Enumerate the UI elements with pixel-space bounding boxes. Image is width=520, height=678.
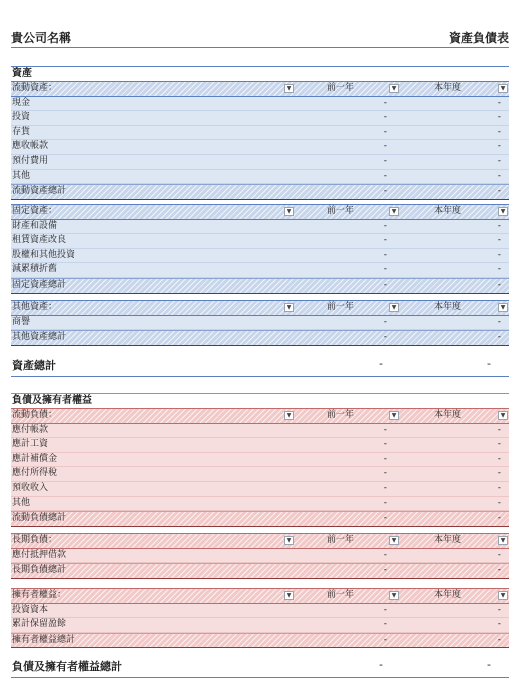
- table-row: [11, 604, 509, 619]
- filter-dropdown-button[interactable]: ▼: [498, 84, 508, 93]
- subtotal-current-year[interactable]: -: [497, 279, 501, 290]
- filter-dropdown-button[interactable]: ▼: [284, 536, 294, 545]
- filter-dropdown-button[interactable]: ▼: [284, 411, 294, 420]
- table-row: [11, 234, 509, 249]
- filter-dropdown-button[interactable]: ▼: [498, 303, 508, 312]
- other-assets-table: [11, 300, 509, 346]
- report-header: [11, 27, 509, 48]
- prior-year-value[interactable]: -: [383, 424, 387, 435]
- company-name[interactable]: 貴公司名稱: [11, 31, 72, 45]
- header-current-year[interactable]: 本年度 ▼: [400, 589, 509, 603]
- subtotal-row: [11, 330, 509, 346]
- table-row: [11, 170, 509, 185]
- total-liabilities-equity-current-year[interactable]: -: [487, 658, 491, 671]
- subtotal-row: [11, 563, 509, 579]
- prior-year-value[interactable]: -: [383, 316, 387, 327]
- subtotal-row: [11, 278, 509, 294]
- row-label[interactable]: 投資資本: [12, 604, 49, 615]
- row-label[interactable]: 累計保留盈餘: [12, 619, 67, 630]
- header-label[interactable]: 其他資產： ▼: [11, 301, 295, 315]
- row-label[interactable]: 減累積折舊: [12, 264, 58, 275]
- subtotal-prior-year[interactable]: -: [383, 513, 387, 524]
- header-current-year[interactable]: 本年度 ▼: [400, 82, 509, 96]
- total-assets-current-year[interactable]: -: [487, 357, 491, 370]
- filter-dropdown-button[interactable]: ▼: [389, 207, 399, 216]
- subtotal-row: [11, 511, 509, 527]
- header-prior-year[interactable]: 前一年 ▼: [295, 82, 400, 96]
- subtotal-label[interactable]: 長期負債總計: [12, 565, 67, 576]
- subtotal-current-year[interactable]: -: [497, 634, 501, 645]
- prior-year-value[interactable]: -: [383, 453, 387, 464]
- filter-dropdown-button[interactable]: ▼: [284, 303, 294, 312]
- prior-year-value[interactable]: -: [383, 264, 387, 275]
- header-current-year[interactable]: 本年度 ▼: [400, 409, 509, 423]
- row-label[interactable]: 投資: [12, 112, 31, 123]
- row-label[interactable]: 其他: [12, 170, 31, 181]
- prior-year-value[interactable]: -: [383, 439, 387, 450]
- filter-dropdown-button[interactable]: ▼: [284, 591, 294, 600]
- subtotal-current-year[interactable]: -: [497, 186, 501, 197]
- subtotal-label[interactable]: 流動資產總計: [12, 186, 67, 197]
- row-label[interactable]: 預付費用: [12, 155, 49, 166]
- prior-year-value[interactable]: -: [383, 549, 387, 560]
- total-liabilities-equity-label[interactable]: 負債及擁有者權益總計: [12, 660, 122, 673]
- row-label[interactable]: 租賃資產改良: [12, 235, 67, 246]
- subtotal-label[interactable]: 固定資產總計: [12, 279, 67, 290]
- filter-dropdown-button[interactable]: ▼: [389, 303, 399, 312]
- table-row: [11, 111, 509, 126]
- table-row: [11, 155, 509, 170]
- table-row: [11, 316, 509, 331]
- prior-year-value[interactable]: -: [383, 220, 387, 231]
- prior-year-value[interactable]: -: [383, 97, 387, 108]
- total-assets-row: [11, 354, 509, 377]
- header-prior-year[interactable]: 前一年 ▼: [295, 409, 400, 423]
- assets-section-title[interactable]: 資產: [11, 66, 509, 80]
- filter-dropdown-button[interactable]: ▼: [498, 591, 508, 600]
- total-assets-prior-year[interactable]: -: [379, 357, 383, 370]
- header-prior-year[interactable]: 前一年 ▼: [295, 589, 400, 603]
- current-year-value[interactable]: -: [497, 439, 501, 450]
- header-label[interactable]: 長期負債： ▼: [11, 534, 295, 548]
- table-row: [11, 140, 509, 155]
- filter-dropdown-button[interactable]: ▼: [284, 207, 294, 216]
- subtotal-prior-year[interactable]: -: [383, 279, 387, 290]
- owner-equity-table: [11, 588, 509, 648]
- current-liabilities-table: [11, 408, 509, 527]
- table-header-row: [11, 408, 509, 424]
- current-year-value[interactable]: -: [497, 424, 501, 435]
- prior-year-value[interactable]: -: [383, 126, 387, 137]
- table-header-row: [11, 588, 509, 604]
- current-year-value[interactable]: -: [497, 316, 501, 327]
- row-label[interactable]: 應付帳款: [12, 424, 49, 435]
- row-label[interactable]: 股權和其他投資: [12, 249, 76, 260]
- subtotal-label[interactable]: 擁有者權益總計: [12, 634, 76, 645]
- row-label[interactable]: 財產和設備: [12, 220, 58, 231]
- total-liabilities-equity-prior-year[interactable]: -: [379, 658, 383, 671]
- filter-dropdown-button[interactable]: ▼: [498, 411, 508, 420]
- subtotal-prior-year[interactable]: -: [383, 186, 387, 197]
- header-label[interactable]: 固定資產： ▼: [11, 205, 295, 219]
- prior-year-value[interactable]: -: [383, 249, 387, 260]
- current-year-value[interactable]: -: [497, 155, 501, 166]
- table-row: [11, 467, 509, 482]
- subtotal-current-year[interactable]: -: [497, 513, 501, 524]
- current-year-value[interactable]: -: [497, 249, 501, 260]
- subtotal-row: [11, 184, 509, 200]
- header-label[interactable]: 擁有者權益： ▼: [11, 589, 295, 603]
- table-header-row: [11, 81, 509, 97]
- filter-dropdown-button[interactable]: ▼: [284, 84, 294, 93]
- prior-year-value[interactable]: -: [383, 155, 387, 166]
- row-label[interactable]: 應付抵押借款: [12, 549, 67, 560]
- table-row: [11, 263, 509, 278]
- table-header-row: [11, 300, 509, 316]
- total-assets-label[interactable]: 資產總計: [12, 359, 56, 372]
- subtotal-label[interactable]: 流動負債總計: [12, 513, 67, 524]
- header-current-year[interactable]: 本年度 ▼: [400, 205, 509, 219]
- header-prior-year[interactable]: 前一年 ▼: [295, 301, 400, 315]
- table-row: [11, 97, 509, 112]
- row-label[interactable]: 存貨: [12, 126, 31, 137]
- header-label[interactable]: 流動資產： ▼: [11, 82, 295, 96]
- current-year-value[interactable]: -: [497, 141, 501, 152]
- filter-dropdown-button[interactable]: ▼: [389, 536, 399, 545]
- subtotal-current-year[interactable]: -: [497, 565, 501, 576]
- prior-year-value[interactable]: -: [383, 482, 387, 493]
- table-row: [11, 453, 509, 468]
- prior-year-value[interactable]: -: [383, 468, 387, 479]
- current-year-value[interactable]: -: [497, 97, 501, 108]
- current-year-value[interactable]: -: [497, 468, 501, 479]
- filter-dropdown-button[interactable]: ▼: [389, 411, 399, 420]
- row-label[interactable]: 預收收入: [12, 482, 49, 493]
- longterm-liabilities-table: [11, 533, 509, 579]
- current-year-value[interactable]: -: [497, 235, 501, 246]
- prior-year-value[interactable]: -: [383, 604, 387, 615]
- row-label[interactable]: 現金: [12, 97, 31, 108]
- subtotal-current-year[interactable]: -: [497, 332, 501, 343]
- filter-dropdown-button[interactable]: ▼: [389, 591, 399, 600]
- current-year-value[interactable]: -: [497, 549, 501, 560]
- row-label[interactable]: 應計補償金: [12, 453, 58, 464]
- header-current-year[interactable]: 本年度 ▼: [400, 301, 509, 315]
- current-year-value[interactable]: -: [497, 619, 501, 630]
- prior-year-value[interactable]: -: [383, 170, 387, 181]
- table-row: [11, 549, 509, 564]
- sheet-title[interactable]: 資產負債表: [448, 31, 509, 45]
- row-label[interactable]: 應付所得稅: [12, 468, 58, 479]
- fixed-assets-table: [11, 204, 509, 294]
- header-prior-year[interactable]: 前一年 ▼: [295, 205, 400, 219]
- table-row: [11, 497, 509, 512]
- prior-year-value[interactable]: -: [383, 619, 387, 630]
- header-current-year[interactable]: 本年度 ▼: [400, 534, 509, 548]
- subtotal-prior-year[interactable]: -: [383, 332, 387, 343]
- current-year-value[interactable]: -: [497, 126, 501, 137]
- filter-dropdown-button[interactable]: ▼: [389, 84, 399, 93]
- current-year-value[interactable]: -: [497, 170, 501, 181]
- current-year-value[interactable]: -: [497, 112, 501, 123]
- table-row: [11, 424, 509, 439]
- subtotal-prior-year[interactable]: -: [383, 565, 387, 576]
- table-row: [11, 482, 509, 497]
- table-header-row: [11, 204, 509, 220]
- header-prior-year[interactable]: 前一年 ▼: [295, 534, 400, 548]
- prior-year-value[interactable]: -: [383, 141, 387, 152]
- row-label[interactable]: 應收帳款: [12, 141, 49, 152]
- subtotal-prior-year[interactable]: -: [383, 634, 387, 645]
- subtotal-row: [11, 633, 509, 649]
- current-year-value[interactable]: -: [497, 220, 501, 231]
- table-row: [11, 438, 509, 453]
- header-label[interactable]: 流動負債： ▼: [11, 409, 295, 423]
- prior-year-value[interactable]: -: [383, 112, 387, 123]
- filter-dropdown-button[interactable]: ▼: [498, 207, 508, 216]
- prior-year-value[interactable]: -: [383, 497, 387, 508]
- table-row: [11, 220, 509, 235]
- prior-year-value[interactable]: -: [383, 235, 387, 246]
- current-year-value[interactable]: -: [497, 604, 501, 615]
- liabilities-section-title[interactable]: 負債及擁有者權益: [11, 393, 509, 407]
- row-label[interactable]: 應計工資: [12, 439, 49, 450]
- current-year-value[interactable]: -: [497, 453, 501, 464]
- table-row: [11, 249, 509, 264]
- table-header-row: [11, 533, 509, 549]
- current-year-value[interactable]: -: [497, 497, 501, 508]
- table-row: [11, 126, 509, 141]
- filter-dropdown-button[interactable]: ▼: [498, 536, 508, 545]
- current-year-value[interactable]: -: [497, 264, 501, 275]
- table-row: [11, 618, 509, 633]
- current-assets-table: [11, 81, 509, 200]
- current-year-value[interactable]: -: [497, 482, 501, 493]
- row-label[interactable]: 其他: [12, 497, 31, 508]
- subtotal-label[interactable]: 其他資產總計: [12, 332, 67, 343]
- row-label[interactable]: 商譽: [12, 316, 31, 327]
